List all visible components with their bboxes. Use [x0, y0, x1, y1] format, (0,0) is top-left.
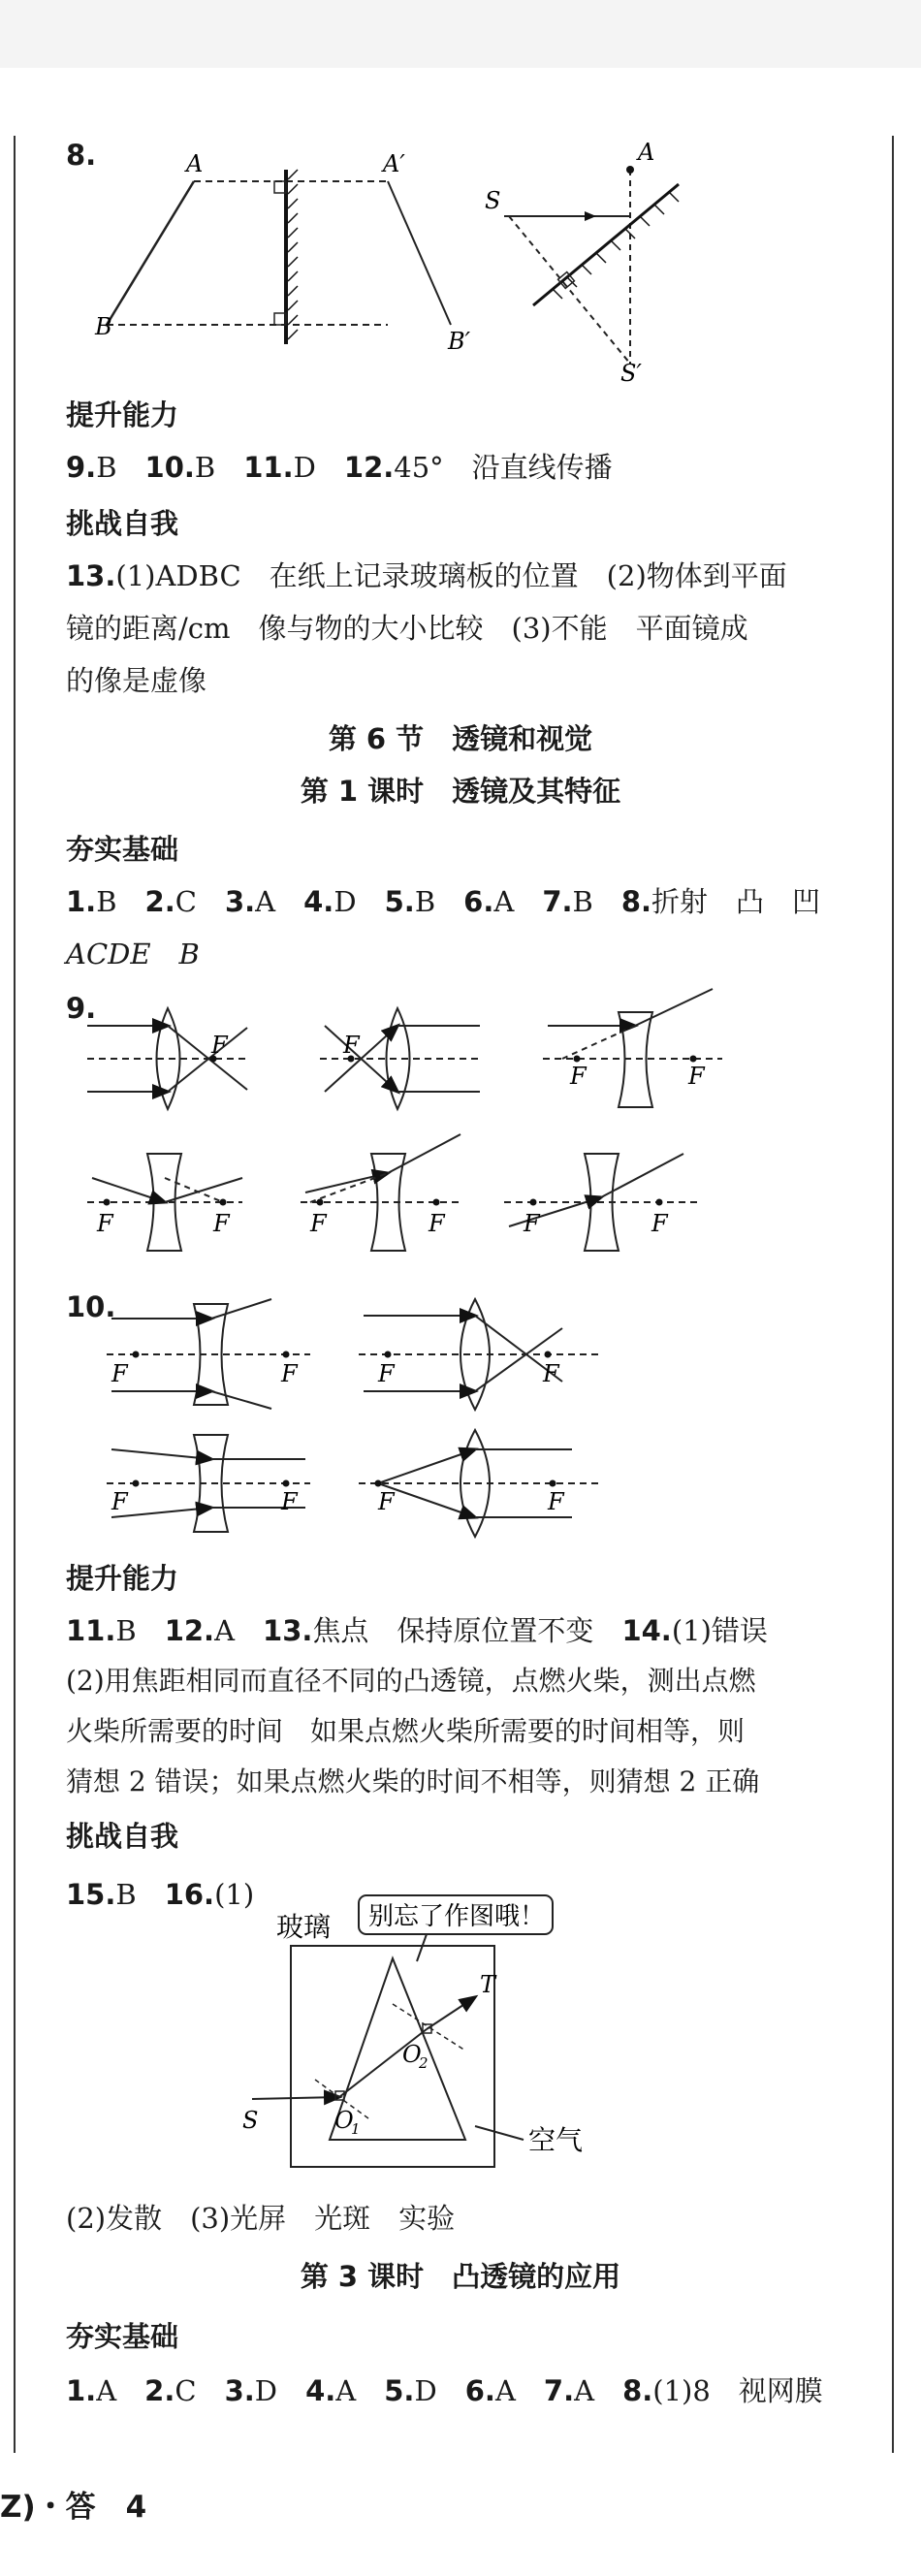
label-A2: A [638, 139, 655, 166]
q16-line2: (2)发散 (3)光屏 光斑 实验 [66, 2202, 456, 2235]
q16-O1-sub: 1 [351, 2120, 361, 2138]
heading-tiaozhan-2: 挑战自我 [66, 1820, 179, 1853]
q10-diagrams [97, 1294, 640, 1546]
q16-T: T [480, 1971, 496, 1998]
q9-F: F [97, 1210, 113, 1237]
q9-F: F [570, 1063, 587, 1090]
answer-line-last: 1.A 2.C 3.D 4.A 5.D 6.A 7.A 8.(1)8 视网膜 [66, 2374, 823, 2407]
q14-line4: 猜想 2 错误；如果点燃火柴的时间不相等，则猜想 2 正确 [66, 1765, 760, 1797]
label-A-prime: A′ [383, 150, 405, 177]
label-S-prime: S′ [620, 360, 642, 387]
q9-F: F [651, 1210, 668, 1237]
heading-tisheng-2: 提升能力 [66, 1562, 179, 1595]
answer-line-11-14: 11.B 12.A 13.焦点 保持原位置不变 14.(1)错误 [66, 1614, 768, 1647]
q16-S: S [242, 2107, 259, 2134]
q9-F: F [310, 1210, 327, 1237]
q9-number: 9. [66, 992, 97, 1025]
q16-O2: O [402, 2041, 422, 2068]
page-footer: Z)・答 4 [0, 2490, 147, 2525]
q10-F: F [378, 1488, 395, 1515]
q9-F: F [211, 1032, 228, 1059]
q16-O2-sub: 2 [419, 2054, 429, 2072]
q10-number: 10. [66, 1290, 116, 1323]
top-shadow-band [0, 0, 921, 68]
q16-note: 别忘了作图哦！ [368, 1902, 546, 1931]
q9-F: F [688, 1063, 705, 1090]
q16-air-label: 空气 [528, 2124, 584, 2156]
label-A: A [186, 150, 204, 177]
q10-F: F [281, 1360, 298, 1387]
q16-prism-diagram [233, 1886, 640, 2186]
q8-diagram-right [475, 139, 727, 387]
q9-diagrams [78, 999, 756, 1270]
q13-line2: 镜的距离/cm 像与物的大小比较 (3)不能 平面镜成 [66, 612, 748, 645]
q9-F: F [429, 1210, 445, 1237]
label-B-prime: B′ [448, 328, 471, 355]
lesson1-title: 第 1 课时 透镜及其特征 [300, 775, 621, 808]
q8-diagram-left [87, 150, 475, 364]
answer-line-15-16: 15.B 16.(1) [66, 1878, 255, 1911]
q10-F: F [548, 1488, 564, 1515]
section-title: 第 6 节 透镜和视觉 [328, 722, 593, 755]
q10-F: F [378, 1360, 395, 1387]
q9-F: F [524, 1210, 540, 1237]
q10-F: F [111, 1360, 128, 1387]
heading-tisheng-1: 提升能力 [66, 398, 179, 431]
answer-line-9-12: 9.B 10.B 11.D 12.45° 沿直线传播 [66, 451, 613, 484]
q16-glass-label: 玻璃 [276, 1911, 332, 1943]
q16-O1: O [334, 2107, 354, 2134]
answer-line-1-8: 1.B 2.C 3.A 4.D 5.B 6.A 7.B 8.折射 凸 凹 [66, 885, 821, 918]
lesson3-title: 第 3 课时 凸透镜的应用 [300, 2260, 621, 2293]
left-margin-line [14, 136, 16, 2453]
q14-line3: 火柴所需要的时间 如果点燃火柴所需要的时间相等，则 [66, 1715, 746, 1747]
heading-hangshi-2: 夯实基础 [66, 2320, 179, 2353]
q14-line2: (2)用焦距相同而直径不同的凸透镜，点燃火柴，测出点燃 [66, 1665, 756, 1697]
q8-number: 8. [66, 139, 97, 172]
q13-line1: 13.(1)ADBC 在纸上记录玻璃板的位置 (2)物体到平面 [66, 559, 787, 592]
q10-F: F [111, 1488, 128, 1515]
q13-line3: 的像是虚像 [66, 664, 207, 697]
q9-F: F [343, 1032, 360, 1059]
label-S: S [485, 187, 501, 214]
heading-hangshi-1: 夯实基础 [66, 833, 179, 866]
q8-line2: ACDE B [66, 938, 200, 970]
q10-F: F [543, 1360, 559, 1387]
q10-F: F [281, 1488, 298, 1515]
right-margin-line [892, 136, 894, 2453]
heading-tiaozhan-1: 挑战自我 [66, 507, 179, 540]
q9-F: F [213, 1210, 230, 1237]
label-B: B [95, 313, 112, 340]
